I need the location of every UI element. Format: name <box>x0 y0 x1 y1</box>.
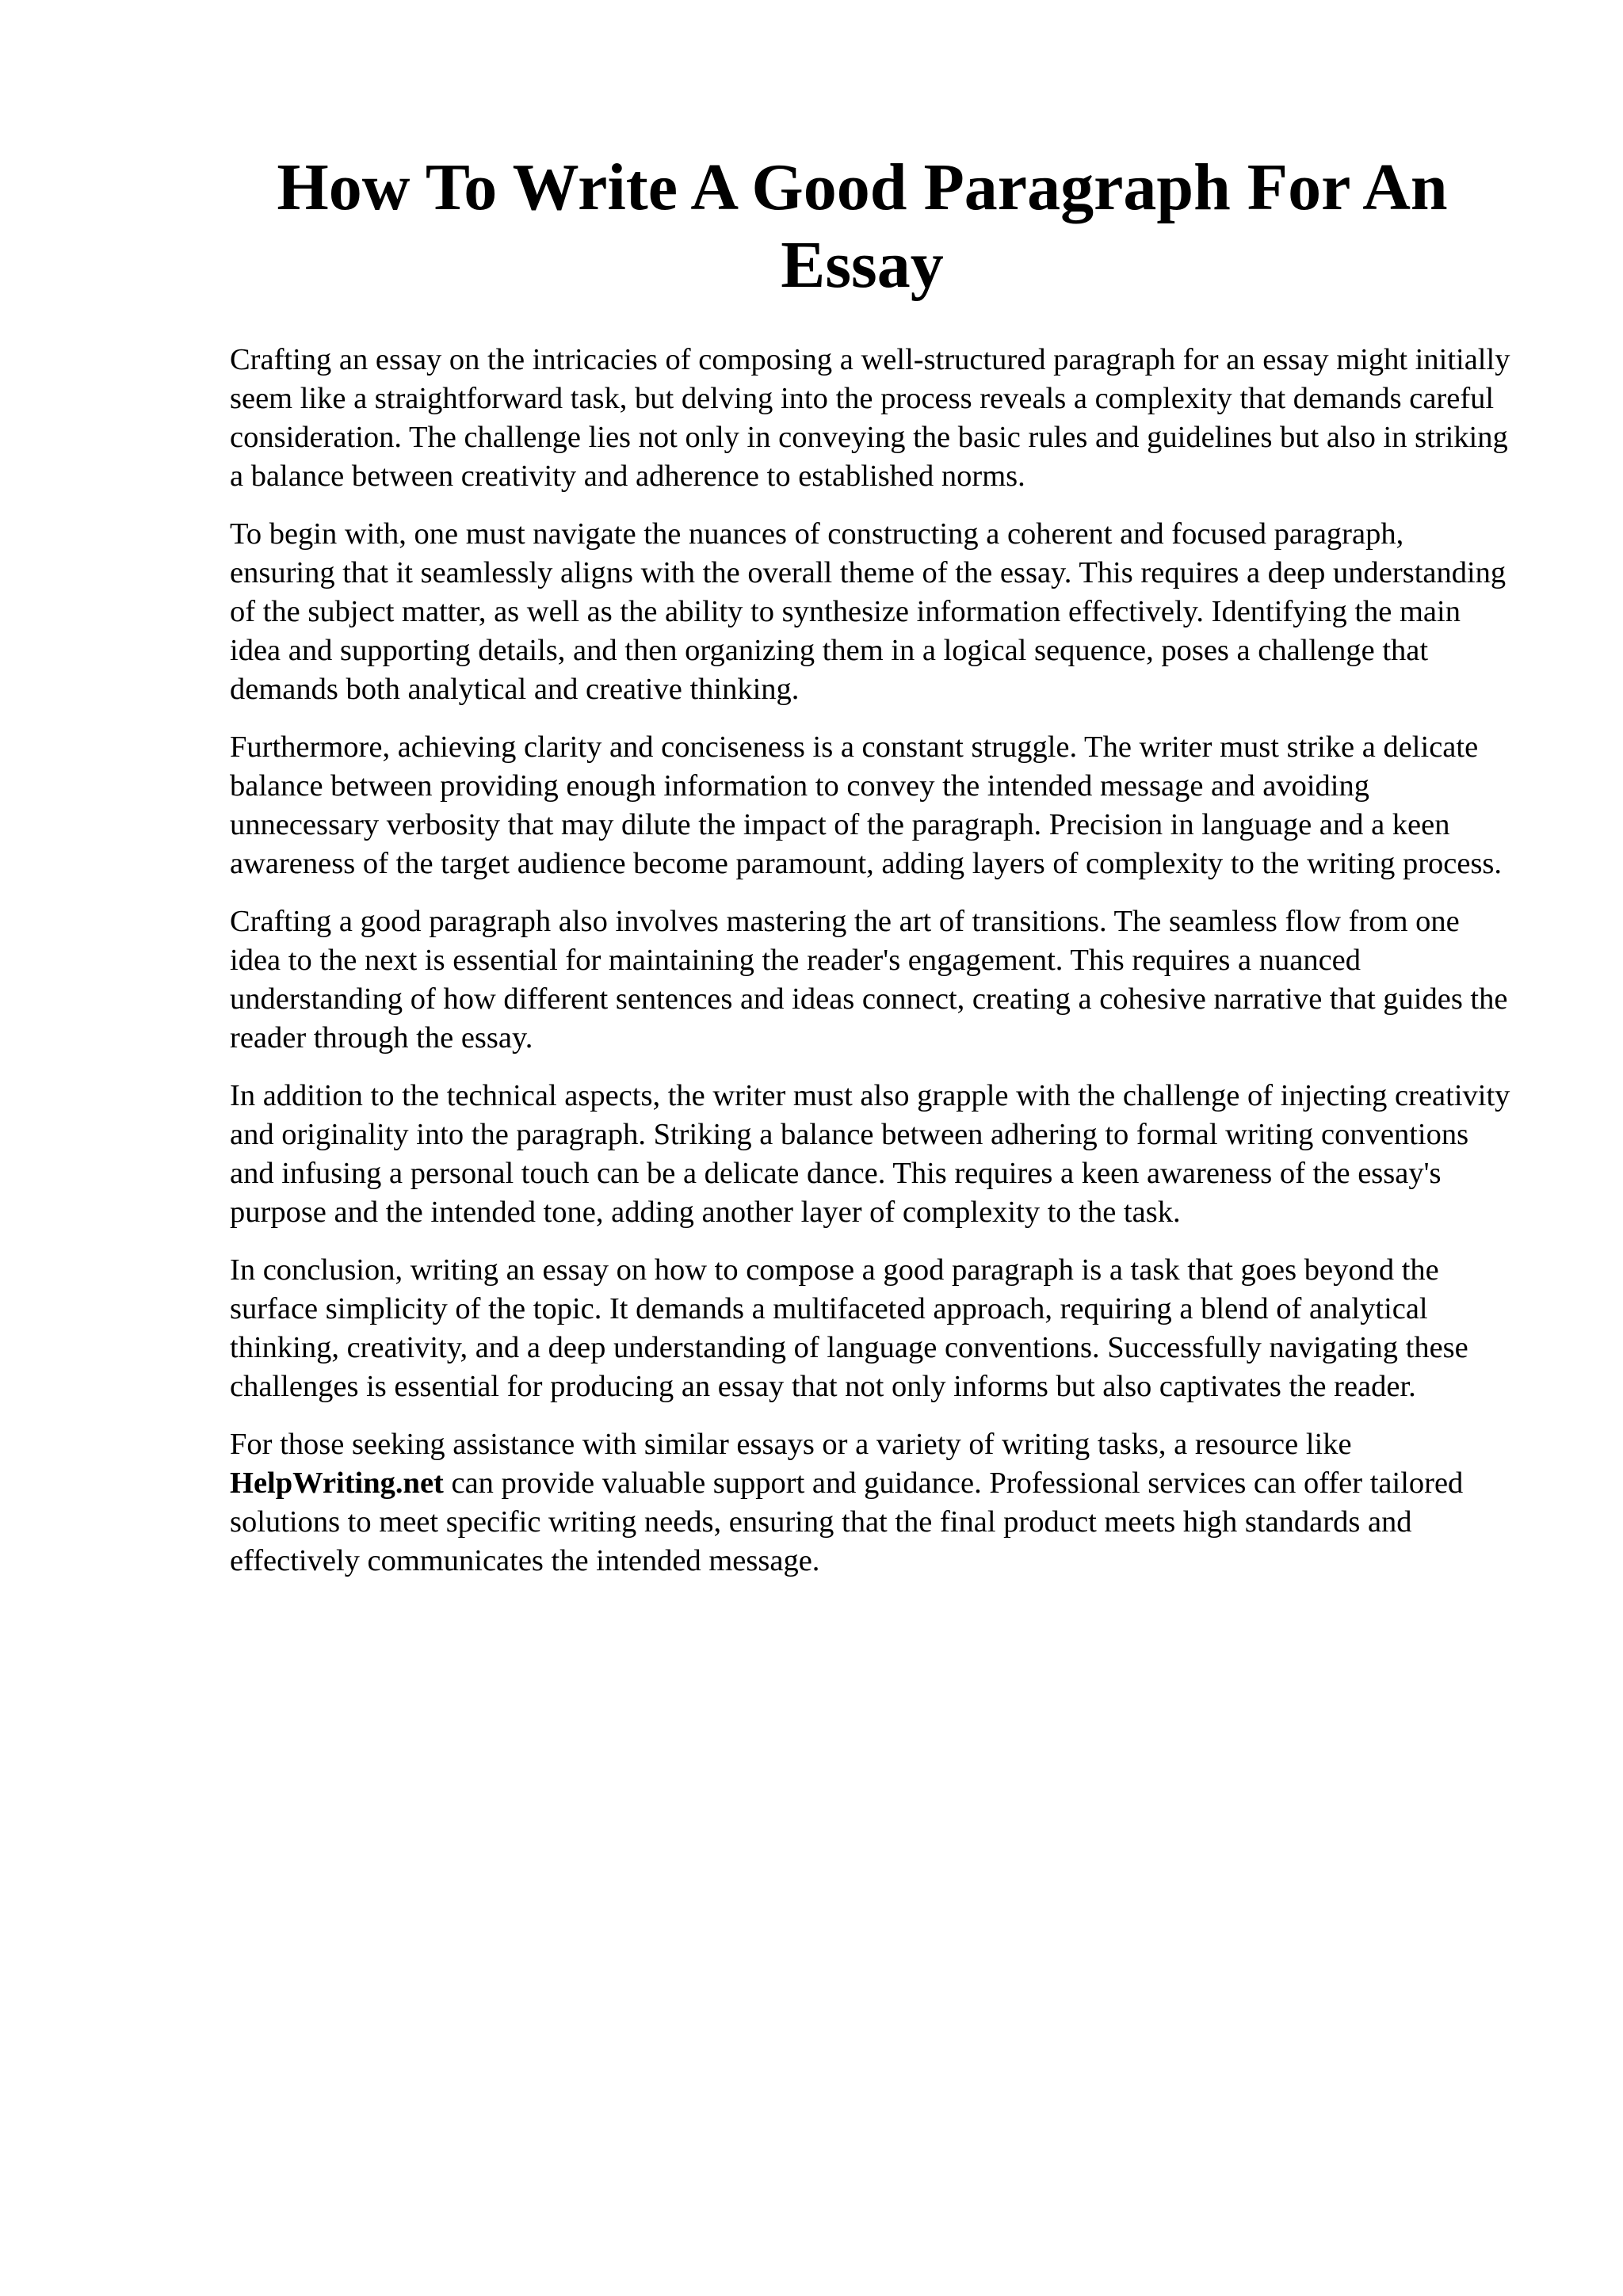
page-title: How To Write A Good Paragraph For An Essay <box>277 151 1448 302</box>
paragraph-clarity: Furthermore, achieving clarity and conciseness is a constant struggle. The writer must strike a delicate balance between providing enough information to convey the intended message and avoiding unnecessary verbosity that may dilute the impact of the paragraph. Precision in language and a keen awareness of the target audience become paramount, adding layers of complexity to the writing process. <box>230 730 1503 880</box>
paragraph-conclusion: In conclusion, writing an essay on how to compose a good paragraph is a task that goes beyond the surface simplicity of the topic. It demands a multifaceted approach, requiring a blend of analytical thinking, creativity, and a deep understanding of language conventions. Successfully navigating these challenges is essential for producing an essay that not only informs but also captivates the reader. <box>230 1253 1468 1403</box>
paragraph-coherence: To begin with, one must navigate the nuances of constructing a coherent and focused paragraph, ensuring that it seamlessly aligns with the overall theme of the essay. This requires a deep understanding of the subject matter, as well as the ability to synthesize information effectively. Identifying the main idea and supporting details, and then organizing them in a logical sequence, poses a challenge that demands both analytical and creative thinking. <box>230 517 1507 706</box>
paragraph-intro: Crafting an essay on the intricacies of composing a well-structured paragraph for an essay might initially seem like a straightforward task, but delving into the process reveals a complexity that demands careful consideration. The challenge lies not only in conveying the basic rules and guidelines but also in striking a balance between creativity and adherence to established norms. <box>230 343 1510 493</box>
paragraph-closing <box>230 1425 1510 1581</box>
document-body <box>230 341 1510 1600</box>
paragraph-transitions: Crafting a good paragraph also involves mastering the art of transitions. The seamless flow from one idea to the next is essential for maintaining the reader's engagement. This requires a nuanced understanding of how different sentences and ideas connect, creating a cohesive narrative that guides the reader through the essay. <box>230 905 1508 1055</box>
helpwriting-brand: HelpWriting.net <box>230 1466 444 1500</box>
paragraph-creativity: In addition to the technical aspects, the writer must also grapple with the challenge of injecting creativity and originality into the paragraph. Striking a balance between adhering to formal writing conventions and infusing a personal touch can be a delicate dance. This requires a keen awareness of the essay's purpose and the intended tone, adding another layer of complexity to the task. <box>230 1079 1510 1229</box>
closing-rest-text: can provide valuable support and guidance. Professional services can offer tailored solutions to meet specific writing needs, ensuring that the final product meets high standards and effectively communicates the intended message. <box>230 1466 1464 1577</box>
closing-lead-text: For those seeking assistance with similar essays or a variety of writing tasks, a resource like <box>230 1428 1352 1461</box>
